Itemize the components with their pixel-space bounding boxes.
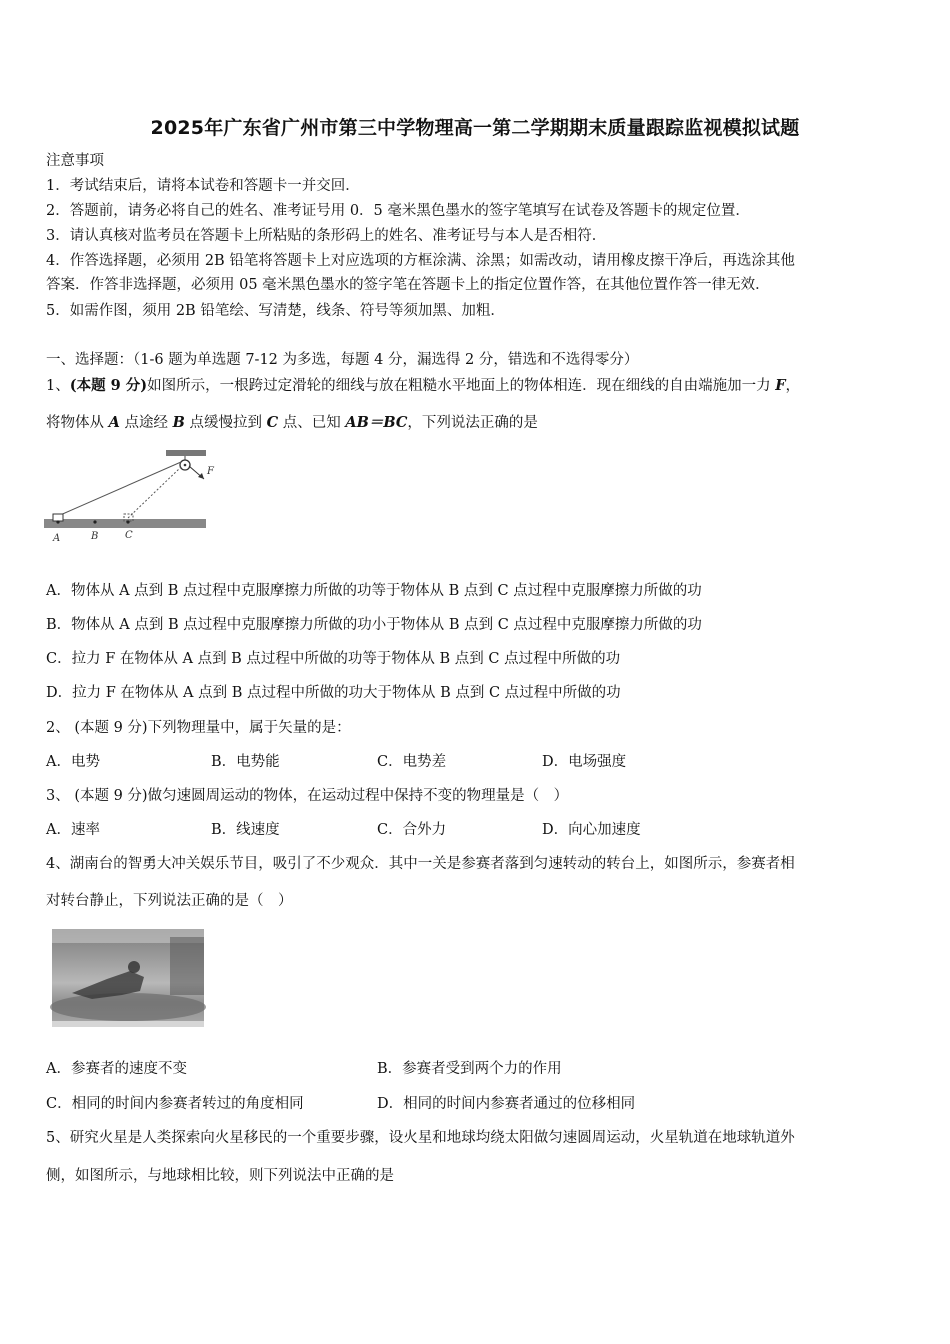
notice-item: 1．考试结束后，请将本试卷和答题卡一并交回． xyxy=(46,178,360,194)
question-text: 点、已知 xyxy=(278,415,346,431)
block xyxy=(53,514,63,521)
question-text: 点缓慢拉到 xyxy=(184,415,267,431)
option-a: A．参赛者的速度不变 xyxy=(46,1061,187,1077)
question-3-stem: 3、 (本题 9 分)做匀速圆周运动的物体，在运动过程中保持不变的物理量是（ ） xyxy=(46,788,569,804)
rope-solid xyxy=(58,462,181,516)
label-b: B xyxy=(91,531,99,542)
question-text: ，下列说法正确的是 xyxy=(407,415,538,431)
question-text: 如图所示，一根跨过定滑轮的细线与放在粗糙水平地面上的物体相连．现在细线的自由端施加一力 xyxy=(147,378,776,394)
option-b: B．参赛者受到两个力的作用 xyxy=(377,1061,562,1077)
ceiling-bar xyxy=(166,450,206,456)
punct: ， xyxy=(785,378,801,394)
photo-bottom xyxy=(52,1021,204,1027)
turntable-photo xyxy=(52,929,204,1027)
notice-heading: 注意事项 xyxy=(46,153,104,169)
question-5-stem: 5、研究火星是人类探索向火星移民的一个重要步骤，设火星和地球均绕太阳做匀速圆周运动，火星轨道在地球轨道外 xyxy=(46,1130,795,1146)
option-c: C．合外力 xyxy=(377,822,447,838)
pulley-axle xyxy=(184,464,187,467)
photo-turntable xyxy=(50,993,206,1021)
question-text: 点途经 xyxy=(119,415,173,431)
notice-item: 答案．作答非选择题，必须用 05 毫米黑色墨水的签字笔在答题卡上的指定位置作答，在其他位置作答一律无效． xyxy=(46,277,770,293)
option-d: D．向心加速度 xyxy=(542,822,641,838)
pulley-figure xyxy=(44,446,214,546)
notice-item: 4．作答选择题，必须用 2B 铅笔将答题卡上对应选项的方框涂满、涂黑；如需改动，请用橡皮擦干净后，再选涂其他 xyxy=(46,253,795,269)
option-d: D．拉力 F 在物体从 A 点到 B 点过程中所做的功大于物体从 B 点到 C 点过程中所做的功 xyxy=(46,685,621,701)
question-4-stem: 4、湖南台的智勇大冲关娱乐节目，吸引了不少观众．其中一关是参赛者落到匀速转动的转台上，如图所示，参赛者相 xyxy=(46,856,795,872)
option-d: D．电场强度 xyxy=(542,754,627,770)
label-c: C xyxy=(125,530,133,541)
question-2-stem: 2、 (本题 9 分)下列物理量中，属于矢量的是： xyxy=(46,720,351,736)
symbol-ab-bc: AB＝BC xyxy=(345,414,408,431)
rope-dashed xyxy=(128,467,181,518)
notice-item: 5．如需作图，须用 2B 铅笔绘、写清楚，线条、符号等须加黑、加粗． xyxy=(46,303,505,319)
photo-person-head xyxy=(128,961,140,973)
photo-background-tree xyxy=(170,937,204,995)
ground xyxy=(44,519,206,528)
option-a: A．电势 xyxy=(46,754,100,770)
option-c: C．电势差 xyxy=(377,754,447,770)
symbol-f: F xyxy=(775,377,786,394)
question-5-stem-2: 侧，如图所示，与地球相比较，则下列说法中正确的是 xyxy=(46,1168,394,1184)
symbol-a: A xyxy=(108,414,120,431)
option-b: B．电势能 xyxy=(211,754,280,770)
symbol-b: B xyxy=(172,414,185,431)
question-text: 将物体从 xyxy=(46,415,109,431)
question-1-stem-2 xyxy=(46,413,538,433)
question-score: (本题 9 分) xyxy=(69,377,148,394)
point-b xyxy=(93,520,96,523)
option-c: C．相同的时间内参赛者转过的角度相同 xyxy=(46,1096,304,1112)
option-a: A．速率 xyxy=(46,822,100,838)
section-heading: 一、选择题：（1-6 题为单选题 7-12 为多选，每题 4 分，漏选得 2 分，错选和不选得零分） xyxy=(46,352,639,368)
option-c: C．拉力 F 在物体从 A 点到 B 点过程中所做的功等于物体从 B 点到 C 点过程中所做的功 xyxy=(46,651,621,667)
symbol-c: C xyxy=(266,414,279,431)
force-arrow xyxy=(198,473,204,479)
notice-item: 3．请认真核对监考员在答题卡上所粘贴的条形码上的姓名、准考证号与本人是否相符． xyxy=(46,228,607,244)
point-a xyxy=(56,520,59,523)
notice-item: 2．答题前，请务必将自己的姓名、准考证号用 0．5 毫米黑色墨水的签字笔填写在试卷及答题卡的规定位置． xyxy=(46,203,750,219)
question-4-stem-2: 对转台静止，下列说法正确的是（ ） xyxy=(46,893,293,909)
option-b: B．线速度 xyxy=(211,822,280,838)
point-c xyxy=(126,520,129,523)
question-number: 1、 xyxy=(46,378,70,394)
photo-content xyxy=(52,929,204,1027)
option-b: B．物体从 A 点到 B 点过程中克服摩擦力所做的功小于物体从 B 点到 C 点过程中克服摩擦力所做的功 xyxy=(46,617,702,633)
question-1-stem xyxy=(46,376,800,396)
label-a: A xyxy=(53,533,61,544)
label-f: F xyxy=(207,466,214,477)
page-title: 2025年广东省广州市第三中学物理高一第二学期期末质量跟踪监视模拟试题 xyxy=(150,117,800,139)
option-a: A．物体从 A 点到 B 点过程中克服摩擦力所做的功等于物体从 B 点到 C 点过程中克服摩擦力所做的功 xyxy=(46,583,702,599)
option-d: D．相同的时间内参赛者通过的位移相同 xyxy=(377,1096,636,1112)
